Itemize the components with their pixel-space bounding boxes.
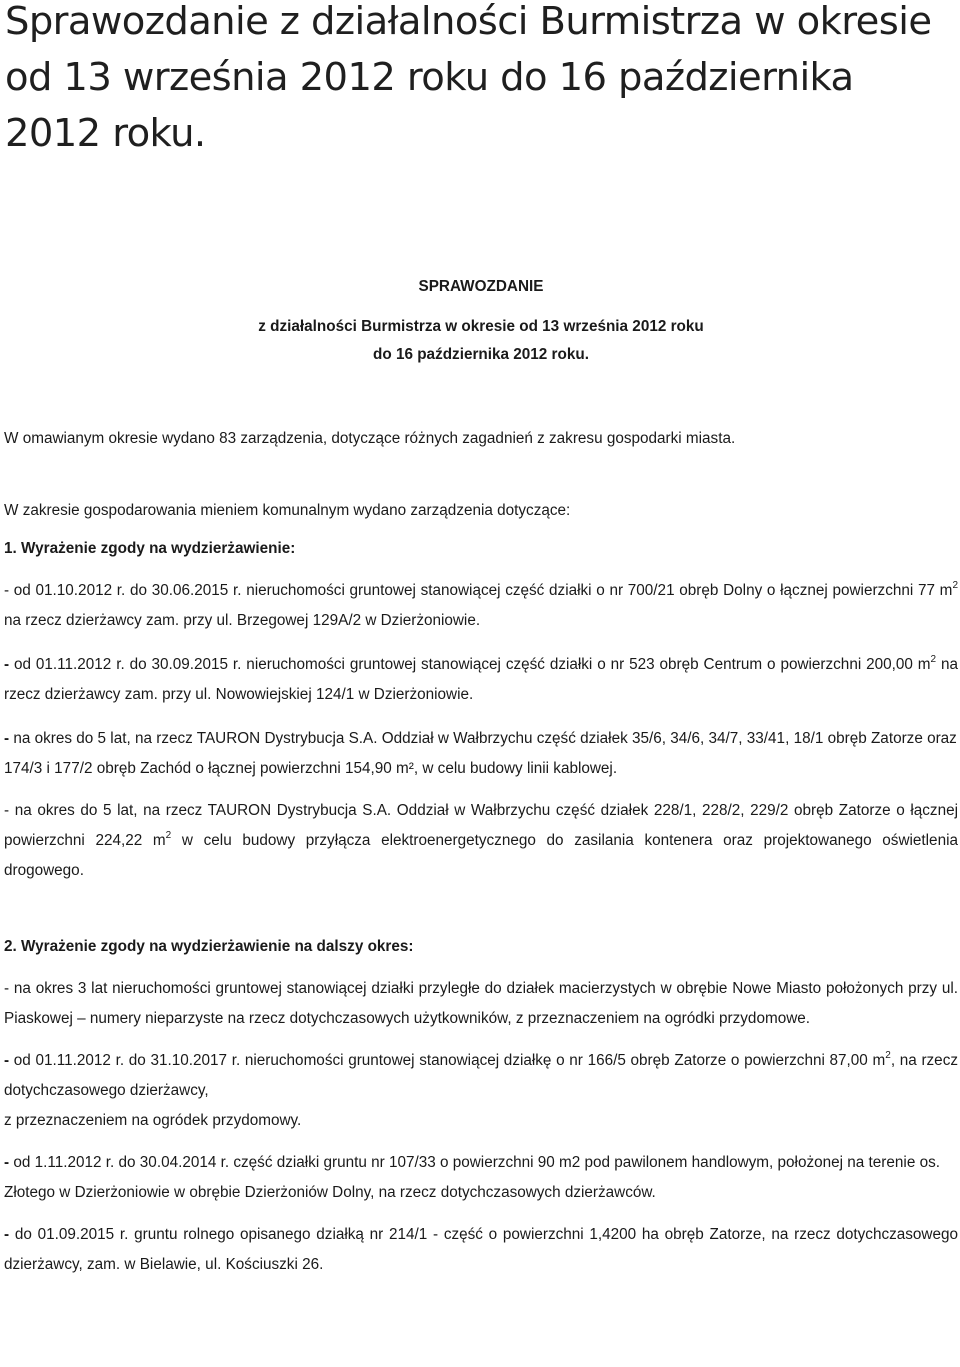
section-2-item-3-text: od 1.11.2012 r. do 30.04.2014 r. część działki gruntu nr 107/33 o powierzchni 90 m2 pod pawilonem handlowym, położonej na terenie os. Złotego w Dzierżoniowie w obrębie Dzierżoniów Dolny, na rzecz dotychczasowych dzierżawców. xyxy=(4,1154,940,1201)
item-dash: - xyxy=(4,1154,14,1171)
section-2-item-2 xyxy=(4,1046,958,1136)
superscript: 2 xyxy=(165,830,172,841)
report-subheading-line2: do 16 października 2012 roku. xyxy=(373,346,589,363)
section-1-item-4-text-a: - na okres do 5 lat, na rzecz TAURON Dystrybucja S.A. Oddział w Wałbrzychu część działek 228/1, 228/2, 229/2 obręb Zatorze o łącznej powierzchni 224,22 m xyxy=(4,802,958,849)
section-2-item-2-text-c: z przeznaczeniem na ogródek przydomowy. xyxy=(4,1112,302,1129)
intro-paragraph-1: W omawianym okresie wydano 83 zarządzenia, dotyczące różnych zagadnień z zakresu gospodarki miasta. xyxy=(4,430,736,447)
item-dash: - xyxy=(4,1052,14,1069)
section-1-item-2 xyxy=(4,650,958,710)
document-body xyxy=(4,272,958,1280)
section-1-item-4 xyxy=(4,796,958,886)
section-1-item-2-text-a: od 01.11.2012 r. do 30.09.2015 r. nieruchomości gruntowej stanowiącej część działki o nr 523 obręb Centrum o powierzchni 200,00 m xyxy=(13,656,931,673)
superscript: 2 xyxy=(930,654,937,665)
section-2-item-2-text-b: , na rzecz dotychczasowego dzierżawcy, xyxy=(4,1052,958,1099)
section-2-heading: 2. Wyrażenie zgody na wydzierżawienie na dalszy okres: xyxy=(4,938,414,955)
section-1-item-4-text-b: w celu budowy przyłącza elektroenergetycznego do zasilania kontenera oraz projektowanego oświetlenia drogowego. xyxy=(4,832,958,879)
report-heading: SPRAWOZDANIE xyxy=(418,278,544,295)
page-title: Sprawozdanie z działalności Burmistrza w okresie od 13 września 2012 roku do 16 października 2012 roku. xyxy=(5,0,932,156)
section-2-item-4-text: do 01.09.2015 r. gruntu rolnego opisanego działką nr 214/1 - część o powierzchni 1,4200 ha obręb Zatorze, na rzecz dotychczasowego dzierżawcy, zam. w Bielawie, ul. Kościuszki 26. xyxy=(4,1226,958,1273)
section-2-item-1: - na okres 3 lat nieruchomości gruntowej stanowiącej działki przyległe do działek macierzystych w obrębie Nowe Miasto położonych przy ul. Piaskowej – numery nieparzyste na rzecz dotychczasowych użytkowników, z przeznaczeniem na ogródki przydomowe. xyxy=(4,980,958,1027)
item-dash: - xyxy=(4,730,14,747)
section-1-item-3 xyxy=(4,724,958,784)
section-2-item-3 xyxy=(4,1148,958,1208)
item-dash: - xyxy=(4,656,14,673)
section-2-item-4 xyxy=(4,1220,958,1280)
item-dash: - xyxy=(4,1226,15,1243)
section-1-item-3-text: na okres do 5 lat, na rzecz TAURON Dystrybucja S.A. Oddział w Wałbrzychu część działek 35/6, 34/6, 34/7, 33/41, 18/1 obręb Zatorze oraz 174/3 i 177/2 obręb Zachód o łącznej powierzchni 154,90 m², w celu budowy linii kablowej. xyxy=(4,730,957,777)
section-1-heading: 1. Wyrażenie zgody na wydzierżawienie: xyxy=(4,540,296,557)
section-1-item-1-text-a: - od 01.10.2012 r. do 30.06.2015 r. nieruchomości gruntowej stanowiącej część działki o nr 700/21 obręb Dolny o łącznej powierzchni 77 m xyxy=(4,582,953,599)
report-subheading-line1: z działalności Burmistrza w okresie od 13 września 2012 roku xyxy=(258,318,704,335)
section-1-item-1-text-b: na rzecz dzierżawcy zam. przy ul. Brzegowej 129A/2 w Dzierżoniowie. xyxy=(4,612,481,629)
intro-paragraph-2: W zakresie gospodarowania mieniem komunalnym wydano zarządzenia dotyczące: xyxy=(4,502,571,519)
section-1-item-1 xyxy=(4,576,958,636)
section-1-item-2-text-b: na rzecz dzierżawcy zam. przy ul. Nowowiejskiej 124/1 w Dzierżoniowie. xyxy=(4,656,958,703)
section-2-item-2-text-a: od 01.11.2012 r. do 31.10.2017 r. nieruchomości gruntowej stanowiącej działkę o nr 166/5 obręb Zatorze o powierzchni 87,00 m xyxy=(13,1052,886,1069)
superscript: 2 xyxy=(885,1050,891,1061)
superscript: 2 xyxy=(952,580,958,591)
